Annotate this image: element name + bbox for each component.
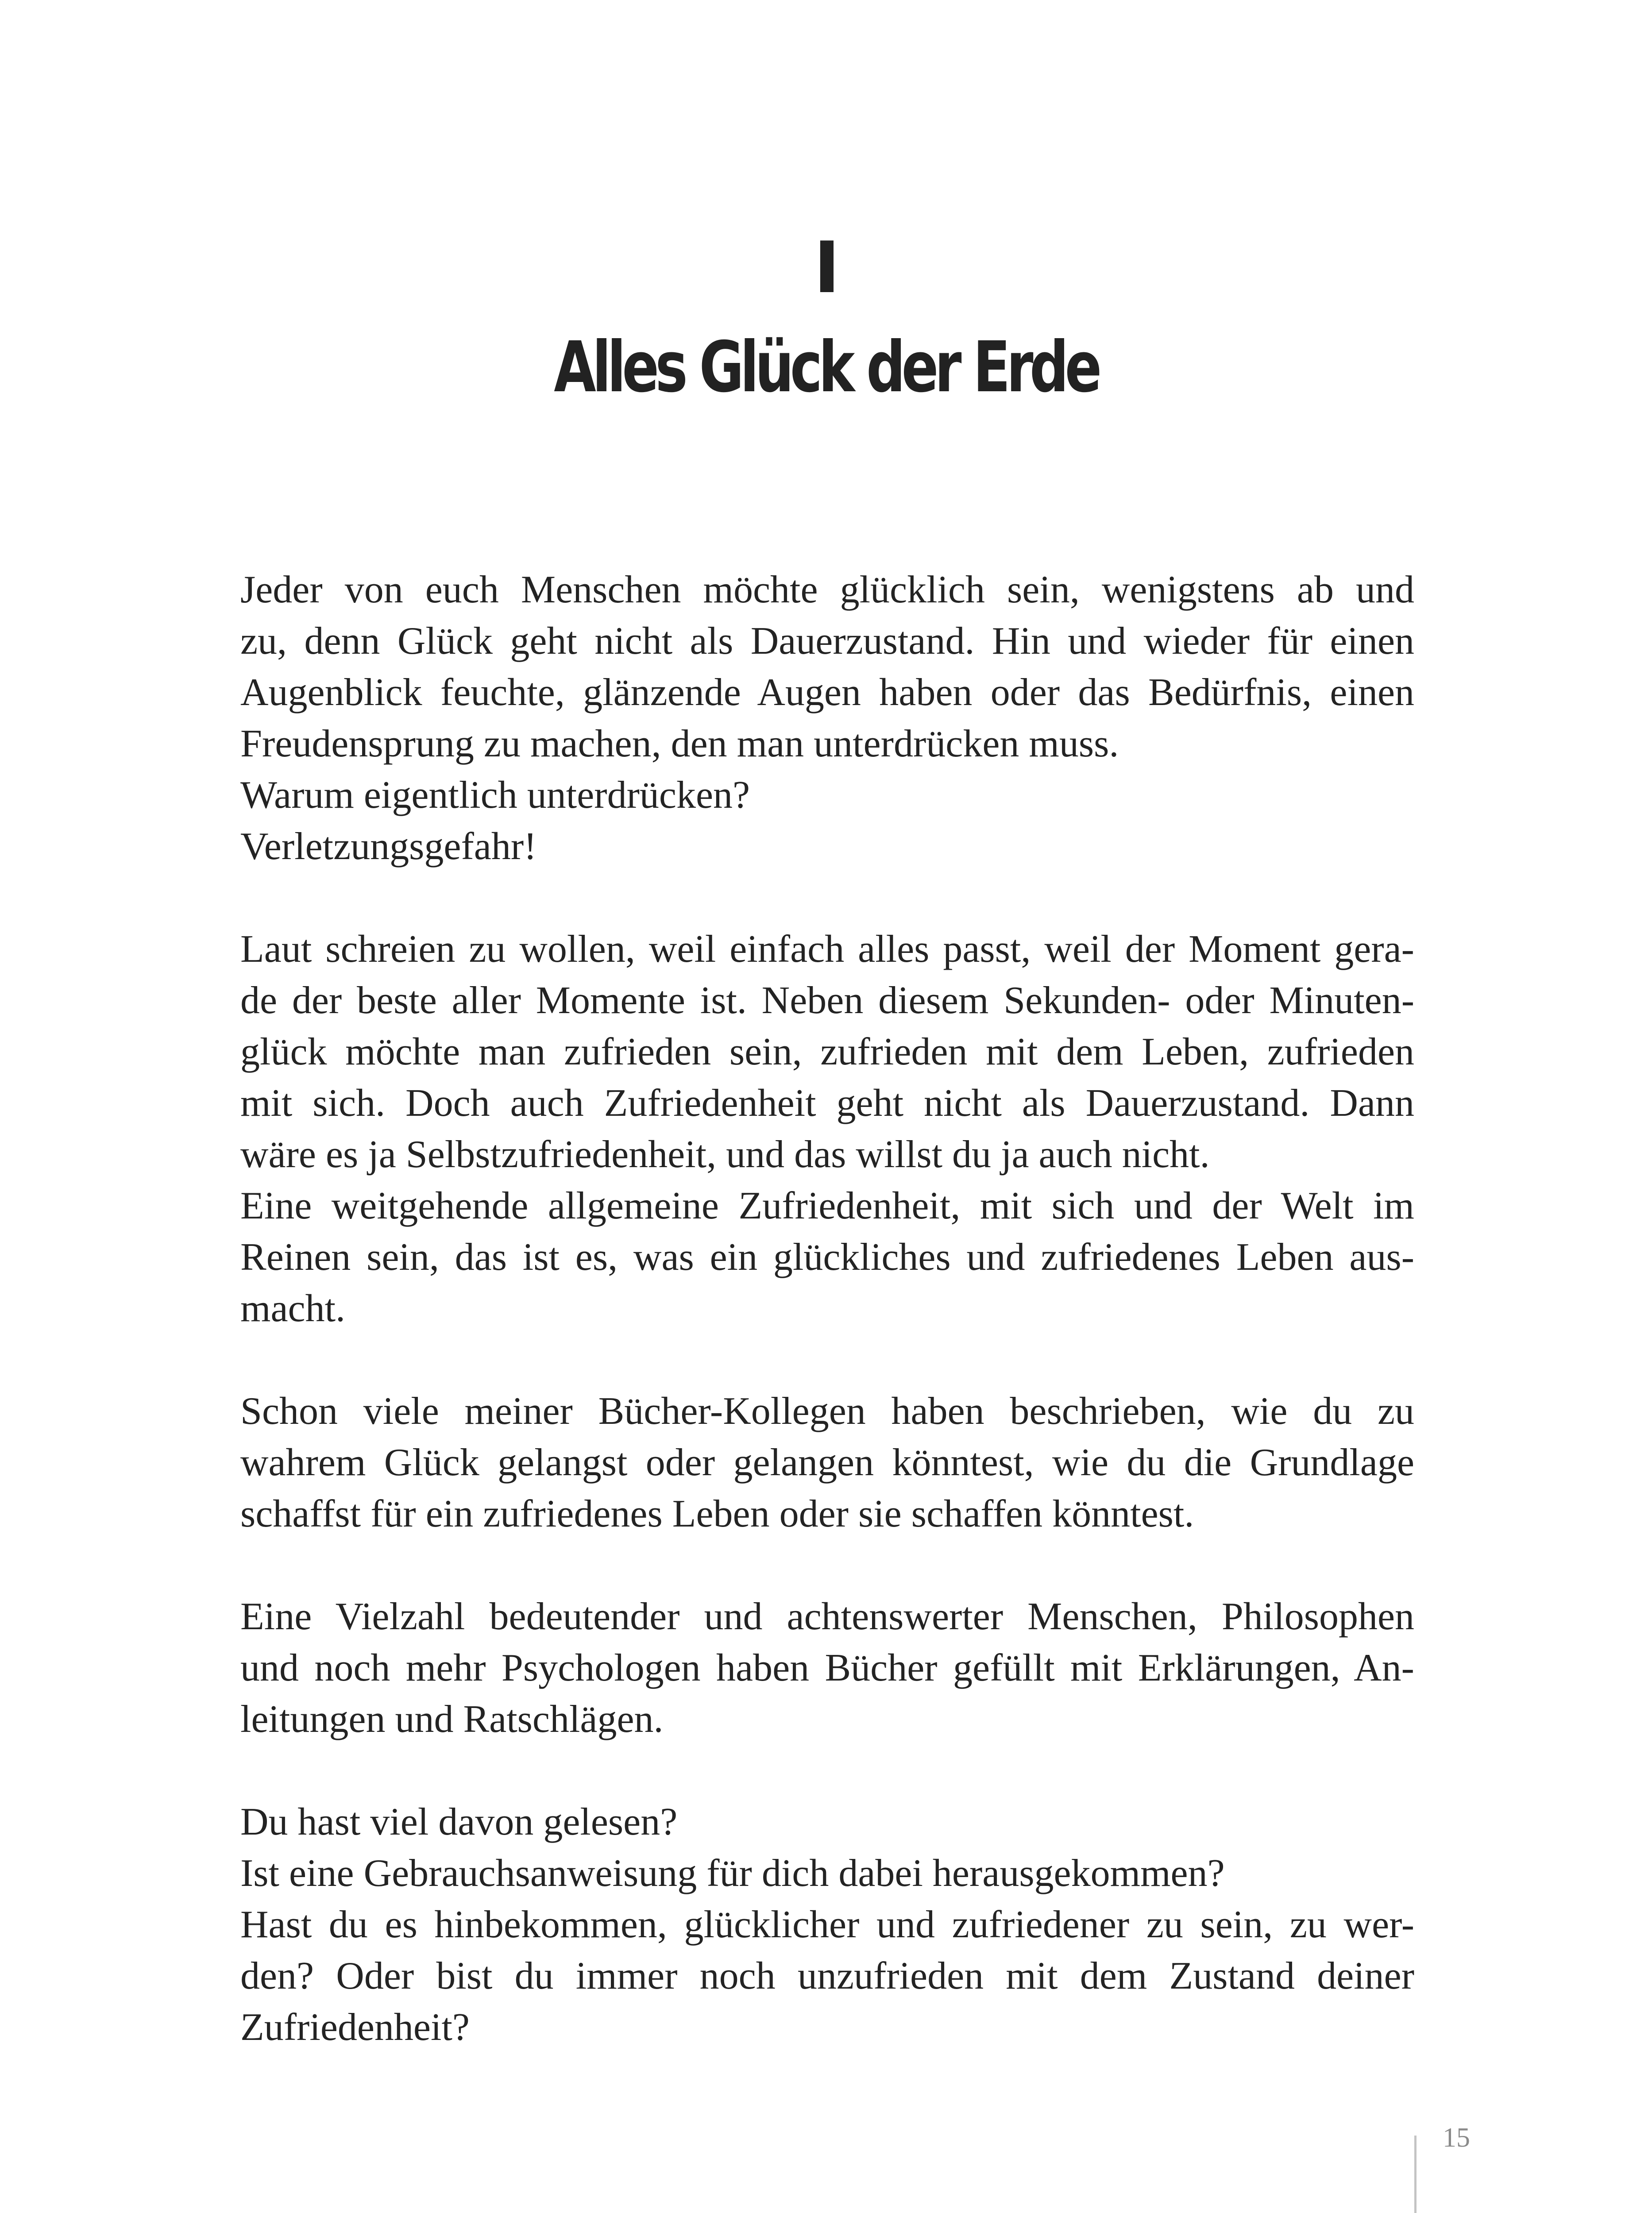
paragraph xyxy=(240,1797,1414,2053)
text-line: wahrem Glück gelangst oder gelangen könntest, wie du die Grundlage xyxy=(240,1441,1414,1484)
text-line: wäre es ja Selbstzufriedenheit, und das willst du ja auch nicht. xyxy=(240,1133,1210,1176)
text-line: den? Oder bist du immer noch unzufrieden mit dem Zustand deiner xyxy=(240,1955,1414,1997)
paragraph xyxy=(240,1591,1414,1745)
text-line: mit sich. Doch auch Zufriedenheit geht nicht als Dauerzustand. Dann xyxy=(240,1082,1414,1125)
text-line: Eine weitgehende allgemeine Zufriedenheit, mit sich und der Welt im xyxy=(240,1184,1414,1227)
text-line: Jeder von euch Menschen möchte glücklich sein, wenigstens ab und xyxy=(240,568,1414,611)
text-line: Hast du es hinbekommen, glücklicher und zufriedener zu sein, zu wer- xyxy=(240,1903,1414,1946)
paragraph xyxy=(240,564,1414,872)
text-line: macht. xyxy=(240,1287,346,1330)
chapter-title: Alles Glück der Erde xyxy=(554,327,1098,408)
text-line: Du hast viel davon gelesen? xyxy=(240,1800,678,1843)
text-line: Reinen sein, das ist es, was ein glückliches und zufriedenes Leben aus- xyxy=(240,1236,1414,1279)
chapter-number: I xyxy=(814,226,838,309)
text-line: und noch mehr Psychologen haben Bücher gefüllt mit Erklärungen, An- xyxy=(240,1646,1414,1689)
text-line: Zufriedenheit? xyxy=(240,2006,470,2049)
body-text xyxy=(240,564,1414,2053)
text-line: Warum eigentlich unterdrücken? xyxy=(240,774,750,817)
margin-rule xyxy=(1414,2136,1417,2213)
text-line: Schon viele meiner Bücher-Kollegen haben beschrieben, wie du zu xyxy=(240,1390,1414,1433)
text-line: Eine Vielzahl bedeutender und achtenswerter Menschen, Philosophen xyxy=(240,1595,1414,1638)
text-line: glück möchte man zufrieden sein, zufrieden mit dem Leben, zufrieden xyxy=(240,1030,1414,1073)
text-line: schaffst für ein zufriedenes Leben oder sie schaffen könntest. xyxy=(240,1492,1194,1535)
text-line: leitungen und Ratschlägen. xyxy=(240,1698,664,1741)
paragraph xyxy=(240,1386,1414,1540)
paragraph-gap xyxy=(240,1540,1414,1591)
text-line: Freudensprung zu machen, den man unterdrücken muss. xyxy=(240,722,1119,765)
paragraph-gap xyxy=(240,1334,1414,1386)
paragraph-gap xyxy=(240,1745,1414,1797)
text-line: de der beste aller Momente ist. Neben diesem Sekunden- oder Minuten- xyxy=(240,979,1414,1022)
text-line: Laut schreien zu wollen, weil einfach alles passt, weil der Moment gera- xyxy=(240,928,1414,971)
text-line: zu, denn Glück geht nicht als Dauerzustand. Hin und wieder für einen xyxy=(240,620,1414,663)
paragraph-gap xyxy=(240,872,1414,924)
text-line: Verletzungsgefahr! xyxy=(240,825,537,868)
page-number: 15 xyxy=(1443,2123,1470,2153)
text-line: Ist eine Gebrauchsanweisung für dich dabei herausgekommen? xyxy=(240,1852,1225,1895)
text-line: Augenblick feuchte, glänzende Augen haben oder das Bedürfnis, einen xyxy=(240,671,1414,714)
paragraph xyxy=(240,924,1414,1334)
